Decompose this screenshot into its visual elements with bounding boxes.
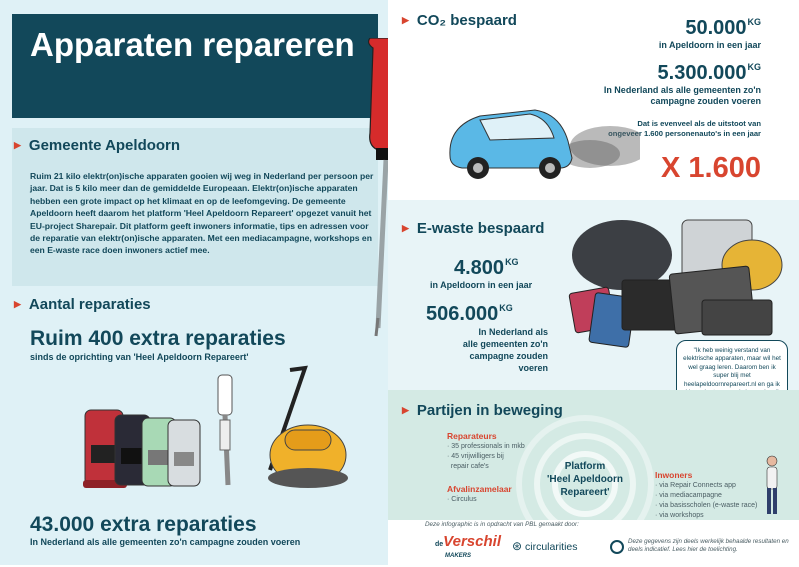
partijen-heading: ▶ Partijen in beweging [402, 402, 563, 419]
appliances-illustration [80, 360, 370, 510]
ewaste-number-1: $4.800^{KG}$ [454, 257, 519, 279]
gemeente-heading: ▶ Gemeente Apeldoorn [14, 137, 181, 154]
person-icon [760, 455, 785, 520]
reparaties-big2: 43.000 extra reparaties [30, 513, 257, 536]
list-item: repair cafe's [450, 463, 489, 470]
list-item: · via Repair Connects app [655, 482, 736, 489]
co2-number-1-sub: in Apeldoorn in een jaar [658, 40, 761, 50]
inwoners-list [655, 481, 757, 521]
blender-icon [218, 375, 232, 485]
afval-list [447, 495, 477, 505]
list-item: · via basisscholen (e-waste race) [655, 502, 758, 509]
list-item: · 45 vrijwilligers bij [447, 453, 504, 460]
coffee-machine-icon [168, 420, 200, 486]
car-icon [440, 96, 640, 186]
list-item: · Circulus [447, 496, 477, 503]
gemeente-body: Ruim 21 kilo elektr(on)ische apparaten gooien wij weg in Nederland per persoon per jaar. Dat is 5 kilo meer dan de gemiddelde Europeaan. Elektr(on)ische apparaten hebben een grote impact op het klimaat en op de leefomgeving. De gemeente Apeldoorn heeft daarom het platform 'Heel Apeldoorn Repareert' opgezet vanuit het EU-project Sharepair. Dit platform geeft inwoners informatie, tips en adressen voor de reparatie van elektr(on)ische apparaten. Met een mediacampagne, workshops en een E-waste race doen inwoners actief mee. [30, 171, 374, 256]
ewaste-heading: ▶ E-waste bespaard [402, 220, 545, 237]
co2-number-2-sub: In Nederland als alle gemeenten zo'n campagne zouden voeren [603, 85, 761, 106]
co2-multiplier: X 1.600 [661, 152, 761, 184]
ewaste-pile-illustration [562, 200, 794, 350]
list-item: · via mediacampagne [655, 492, 722, 499]
co2-equivalence: Dat is evenveel als de uitstoot van ongeveer 1.600 personenauto's in een jaar [608, 119, 761, 138]
afval-title: Afvalinzamelaar [447, 484, 512, 494]
page-title: Apparaten repareren [30, 26, 355, 63]
ewaste-number-2: $506.000^{KG}$ [426, 303, 513, 325]
co2-heading: ▶ CO₂ bespaard [402, 12, 517, 29]
inwoners-title: Inwoners [655, 470, 693, 480]
footer-credit: Deze infographic is in opdracht van PBL gemaakt door: [425, 521, 579, 528]
list-item: · via workshops [655, 512, 704, 519]
footer-note: Deze gegevens zijn deels werkelijk behaalde resultaten en deels indicatief. Lees hier de toelichting. [628, 538, 789, 553]
arrow-icon: ▶ [402, 15, 409, 25]
logo-circularities: ⊛ circularities [512, 539, 578, 553]
ewaste-number-1-sub: in Apeldoorn in een jaar [430, 280, 533, 290]
logo-verschilmakers: deVerschil $^{MAKERS}$ [435, 533, 501, 559]
arrow-icon: ▶ [14, 140, 21, 150]
reparaties-sub2: In Nederland als alle gemeenten zo'n campagne zouden voeren [30, 537, 301, 547]
reparateurs-list [447, 442, 525, 472]
co2-number-2: $5.300.000^{KG}$ [657, 62, 761, 84]
list-item: · 35 professionals in mkb [447, 443, 525, 450]
reparaties-sub1: sinds de oprichting van 'Heel Apeldoorn Repareert' [30, 352, 249, 362]
reparateurs-title: Reparateurs [447, 431, 497, 441]
vacuum-cleaner-icon [268, 368, 348, 488]
info-circle-icon [610, 540, 624, 554]
platform-label: Platform 'Heel Apeldoorn Repareert' [547, 461, 623, 498]
swirl-icon: ⊛ [512, 539, 523, 553]
reparaties-big1: Ruim 400 extra reparaties [30, 327, 286, 350]
arrow-icon: ▶ [402, 405, 409, 415]
arrow-icon: ▶ [402, 223, 409, 233]
reparaties-heading: ▶ Aantal reparaties [14, 296, 151, 313]
ewaste-number-2-sub: In Nederland als alle gemeenten zo'n campagne zouden voeren [462, 327, 548, 373]
co2-number-1: $50.000^{KG}$ [685, 17, 761, 39]
quote-bubble: "Ik heb weinig verstand van elektrische apparaten, maar wil het wel graag leren. Daarom ben ik super blij met heelapeldoornrepareert.nl en ga ik [676, 340, 788, 412]
arrow-icon: ▶ [14, 299, 21, 309]
